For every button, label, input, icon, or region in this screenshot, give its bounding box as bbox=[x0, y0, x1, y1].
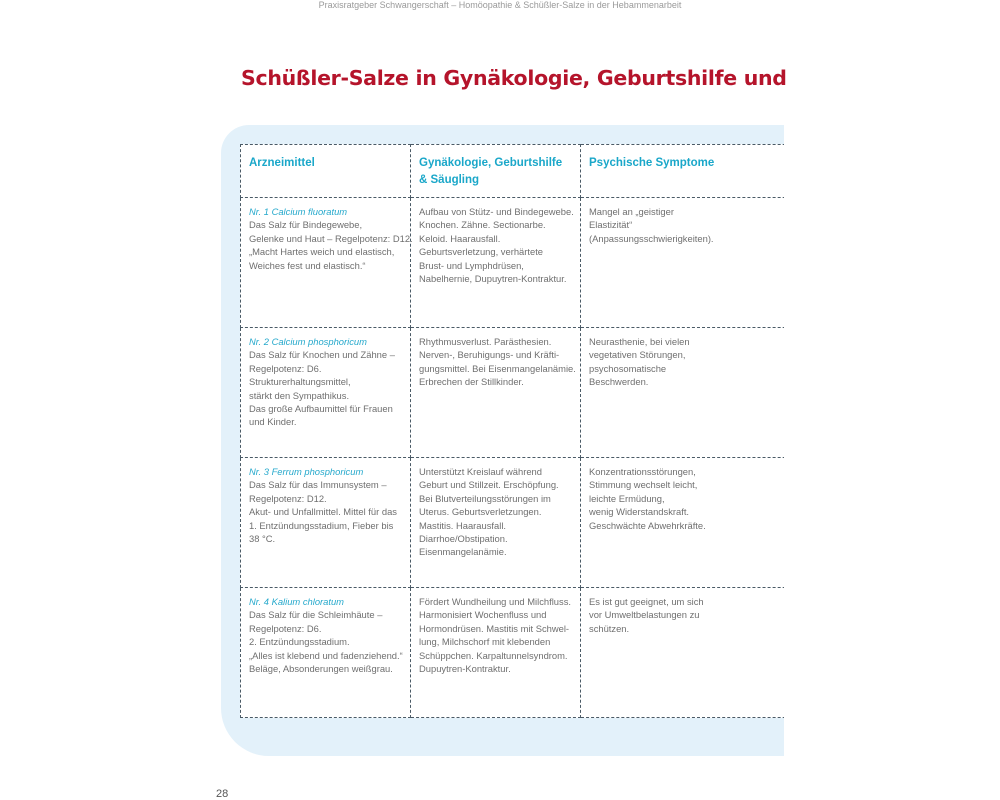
remedy-line: stärkt den Sympathikus. bbox=[249, 389, 350, 401]
psych-line: psychosomatische bbox=[589, 362, 667, 374]
cell-psychic bbox=[581, 198, 785, 328]
remedy-line: Regelpotenz: D6. bbox=[249, 362, 322, 374]
remedy-line: Gelenke und Haut – Regelpotenz: D12. bbox=[249, 232, 413, 244]
gyn-line: Eisenmangelanämie. bbox=[419, 546, 507, 558]
cell-remedy bbox=[241, 198, 411, 328]
table-row bbox=[241, 458, 785, 588]
gyn-line: Aufbau von Stütz- und Bindegewebe. bbox=[419, 206, 574, 217]
remedy-line: 1. Entzündungsstadium, Fieber bis bbox=[249, 519, 394, 531]
psych-line: schützen. bbox=[589, 622, 630, 634]
remedy-name: Nr. 4 Kalium chloratum bbox=[249, 596, 344, 607]
remedy-name: Nr. 1 Calcium fluoratum bbox=[249, 206, 348, 217]
gyn-line: Schüppchen. Karpaltunnelsyndrom. bbox=[419, 649, 568, 661]
gyn-line: Geburtsverletzung, verhärtete bbox=[419, 246, 544, 258]
header-psychic-label: Psychische Symptome bbox=[589, 157, 715, 169]
psych-line: Geschwächte Abwehrkräfte. bbox=[589, 519, 706, 531]
psych-line: Elastizität“ bbox=[589, 219, 633, 231]
remedy-line: Regelpotenz: D6. bbox=[249, 622, 322, 634]
cell-psychic bbox=[581, 458, 785, 588]
cell-psychic bbox=[581, 588, 785, 718]
remedy-line: Das Salz für das Immunsystem – bbox=[249, 479, 387, 491]
gyn-line: Nabelhernie, Dupuytren-Kontraktur. bbox=[419, 273, 567, 285]
page-title: Schüßler-Salze in Gynäkologie, Geburtshilfe und bbox=[241, 66, 787, 90]
table-row bbox=[241, 588, 785, 718]
table-row bbox=[241, 328, 785, 458]
gyn-line: Diarrhoe/Obstipation. bbox=[419, 533, 508, 545]
remedy-line: Das Salz für Bindegewebe, bbox=[249, 219, 363, 231]
cell-remedy bbox=[241, 328, 411, 458]
header-gynecology bbox=[411, 145, 581, 198]
table-row bbox=[241, 198, 785, 328]
remedy-line: Weiches fest und elastisch.“ bbox=[249, 259, 366, 271]
table-header-row bbox=[241, 145, 785, 198]
cell-psychic bbox=[581, 328, 785, 458]
psych-line: Konzentrationsstörungen, bbox=[589, 466, 696, 477]
running-head: Praxisratgeber Schwangerschaft – Homöopathie & Schüßler-Salze in der Hebammenarbeit bbox=[318, 0, 682, 10]
cell-gynecology bbox=[411, 588, 581, 718]
gyn-line: Bei Blutverteilungsstörungen im bbox=[419, 492, 551, 504]
psych-line: wenig Widerstandskraft. bbox=[589, 506, 690, 518]
gyn-line: Mastitis. Haarausfall. bbox=[419, 519, 507, 531]
psych-line: leichte Ermüdung, bbox=[589, 492, 665, 504]
salts-table bbox=[240, 144, 784, 718]
remedy-line: Das große Aufbaumittel für Frauen bbox=[249, 403, 393, 415]
gyn-line: lung, Milchschorf mit klebenden bbox=[419, 636, 551, 648]
cell-remedy bbox=[241, 458, 411, 588]
remedy-line: und Kinder. bbox=[249, 416, 297, 428]
gyn-line: Erbrechen der Stillkinder. bbox=[419, 376, 524, 388]
remedy-line: Beläge, Absonderungen weißgrau. bbox=[249, 663, 393, 675]
remedy-line: „Macht Hartes weich und elastisch, bbox=[249, 246, 395, 258]
remedy-line: Akut- und Unfallmittel. Mittel für das bbox=[249, 506, 397, 518]
remedy-line: 2. Entzündungsstadium. bbox=[249, 636, 350, 648]
remedy-line: 38 °C. bbox=[249, 533, 276, 545]
psych-line: Stimmung wechselt leicht, bbox=[589, 479, 698, 491]
gyn-line: Rhythmusverlust. Parästhesien. bbox=[419, 336, 552, 347]
psych-line: vor Umweltbelastungen zu bbox=[589, 609, 700, 621]
header-psychic bbox=[581, 145, 785, 198]
psych-line: (Anpassungsschwierigkeiten). bbox=[589, 232, 714, 244]
table-panel bbox=[221, 125, 784, 756]
gyn-line: Uterus. Geburtsverletzungen. bbox=[419, 506, 542, 518]
gyn-line: gungsmittel. Bei Eisenmangelanämie. bbox=[419, 362, 576, 374]
cell-gynecology bbox=[411, 458, 581, 588]
cell-remedy bbox=[241, 588, 411, 718]
gyn-line: Keloid. Haarausfall. bbox=[419, 232, 501, 244]
remedy-line: Regelpotenz: D12. bbox=[249, 492, 327, 504]
gyn-line: Harmonisiert Wochenfluss und bbox=[419, 609, 547, 621]
remedy-line: Das Salz für die Schleimhäute – bbox=[249, 609, 383, 621]
gyn-line: Nerven-, Beruhigungs- und Kräfti- bbox=[419, 349, 560, 361]
header-gynecology-line-2: & Säugling bbox=[419, 174, 480, 186]
header-gynecology-line-1: Gynäkologie, Geburtshilfe bbox=[419, 157, 563, 169]
psych-line: Neurasthenie, bei vielen bbox=[589, 336, 690, 347]
remedy-name: Nr. 3 Ferrum phosphoricum bbox=[249, 466, 364, 477]
remedy-line: „Alles ist klebend und fadenziehend.“ bbox=[249, 649, 403, 661]
gyn-line: Geburt und Stillzeit. Erschöpfung. bbox=[419, 479, 559, 491]
cell-gynecology bbox=[411, 198, 581, 328]
gyn-line: Knochen. Zähne. Sectionarbe. bbox=[419, 219, 546, 231]
header-remedy bbox=[241, 145, 411, 198]
remedy-line: Das Salz für Knochen und Zähne – bbox=[249, 349, 395, 361]
psych-line: Mangel an „geistiger bbox=[589, 206, 674, 217]
cell-gynecology bbox=[411, 328, 581, 458]
psych-line: Es ist gut geeignet, um sich bbox=[589, 596, 704, 607]
remedy-line: Strukturerhaltungsmittel, bbox=[249, 376, 351, 388]
page-number: 28 bbox=[216, 788, 229, 800]
gyn-line: Brust- und Lymphdrüsen, bbox=[419, 259, 524, 271]
header-remedy-label: Arzneimittel bbox=[249, 157, 315, 169]
psych-line: Beschwerden. bbox=[589, 376, 649, 388]
remedy-name: Nr. 2 Calcium phosphoricum bbox=[249, 336, 367, 347]
gyn-line: Hormondrüsen. Mastitis mit Schwel- bbox=[419, 622, 570, 634]
gyn-line: Unterstützt Kreislauf während bbox=[419, 466, 542, 477]
gyn-line: Dupuytren-Kontraktur. bbox=[419, 663, 511, 675]
gyn-line: Fördert Wundheilung und Milchfluss. bbox=[419, 596, 571, 607]
psych-line: vegetativen Störungen, bbox=[589, 349, 686, 361]
